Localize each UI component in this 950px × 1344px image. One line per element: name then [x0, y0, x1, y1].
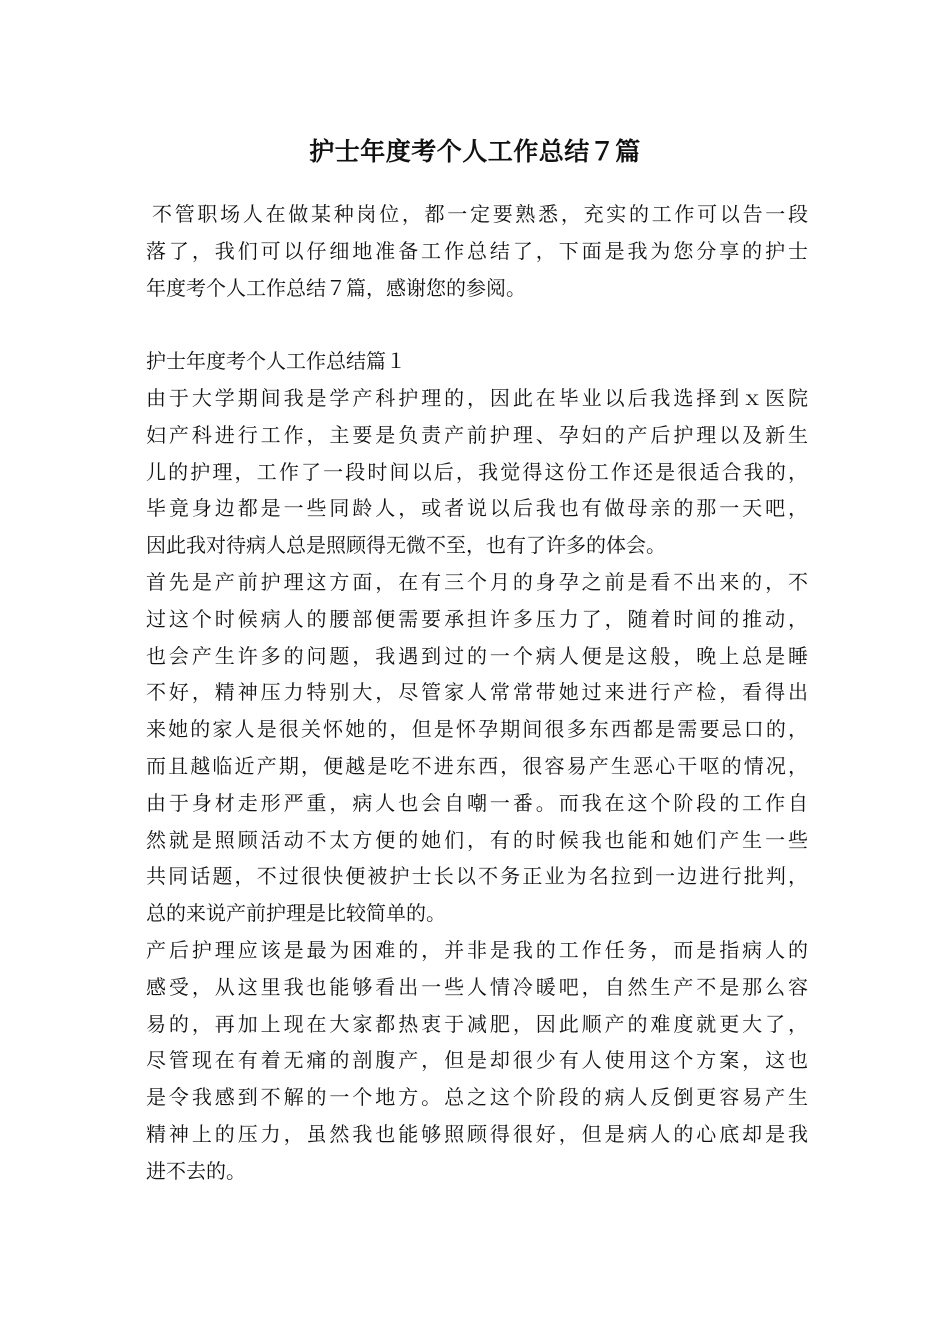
text-line: 过这个时候病人的腰部便需要承担许多压力了，随着时间的推动， — [146, 606, 808, 631]
text-line: 不好，精神压力特别大，尽管家人常常带她过来进行产检，看得出 — [146, 680, 808, 705]
text-line: 易的，再加上现在大家都热衷于减肥，因此顺产的难度就更大了， — [146, 1011, 808, 1036]
document-body — [146, 196, 808, 1190]
text-line: 不管职场人在做某种岗位，都一定要熟悉，充实的工作可以告一段 — [152, 202, 808, 226]
text-line: 来她的家人是很关怀她的，但是怀孕期间很多东西都是需要忌口的， — [146, 717, 808, 742]
text-line: 是令我感到不解的一个地方。总之这个阶段的病人反倒更容易产生 — [146, 1085, 808, 1110]
text-line: 产后护理应该是最为困难的，并非是我的工作任务，而是指病人的 — [146, 937, 808, 962]
text-line: 总的来说产前护理是比较简单的。 — [146, 901, 446, 926]
document-title: 护士年度考个人工作总结７篇 — [309, 137, 641, 166]
text-line: 进不去的。 — [146, 1158, 246, 1183]
text-line: 也会产生许多的问题，我遇到过的一个病人便是这般，晚上总是睡 — [146, 643, 808, 668]
text-line: 由于大学期间我是学产科护理的，因此在毕业以后我选择到ｘ医院 — [146, 385, 808, 410]
text-line: 尽管现在有着无痛的剖腹产，但是却很少有人使用这个方案，这也 — [146, 1048, 808, 1073]
text-line: 毕竟身边都是一些同龄人，或者说以后我也有做母亲的那一天吧， — [146, 496, 808, 521]
text-line: 年度考个人工作总结７篇，感谢您的参阅。 — [146, 275, 526, 300]
paragraph-1 — [146, 380, 808, 564]
section-heading: 护士年度考个人工作总结篇１ — [146, 349, 406, 374]
text-line: 首先是产前护理这方面，在有三个月的身孕之前是看不出来的，不 — [146, 569, 808, 594]
text-line: 精神上的压力，虽然我也能够照顾得很好，但是病人的心底却是我 — [146, 1121, 808, 1146]
paragraph-2 — [146, 564, 808, 932]
paragraph-3 — [146, 932, 808, 1190]
text-line: 儿的护理，工作了一段时间以后，我觉得这份工作还是很适合我的， — [146, 459, 808, 484]
text-line: 妇产科进行工作，主要是负责产前护理、孕妇的产后护理以及新生 — [146, 422, 808, 447]
text-line: 感受，从这里我也能够看出一些人情冷暖吧，自然生产不是那么容 — [146, 974, 808, 999]
text-line: 因此我对待病人总是照顾得无微不至，也有了许多的体会。 — [146, 533, 666, 558]
text-line: 而且越临近产期，便越是吃不进东西，很容易产生恶心干呕的情况， — [146, 753, 808, 778]
paragraph-gap — [146, 306, 808, 343]
text-line: 共同话题，不过很快便被护士长以不务正业为名拉到一边进行批判， — [146, 864, 808, 889]
text-line: 落了，我们可以仔细地准备工作总结了，下面是我为您分享的护士 — [146, 238, 808, 263]
text-line: 由于身材走形严重，病人也会自嘲一番。而我在这个阶段的工作自 — [146, 790, 808, 815]
intro-paragraph — [146, 196, 808, 306]
text-line: 然就是照顾活动不太方便的她们，有的时候我也能和她们产生一些 — [146, 827, 808, 852]
